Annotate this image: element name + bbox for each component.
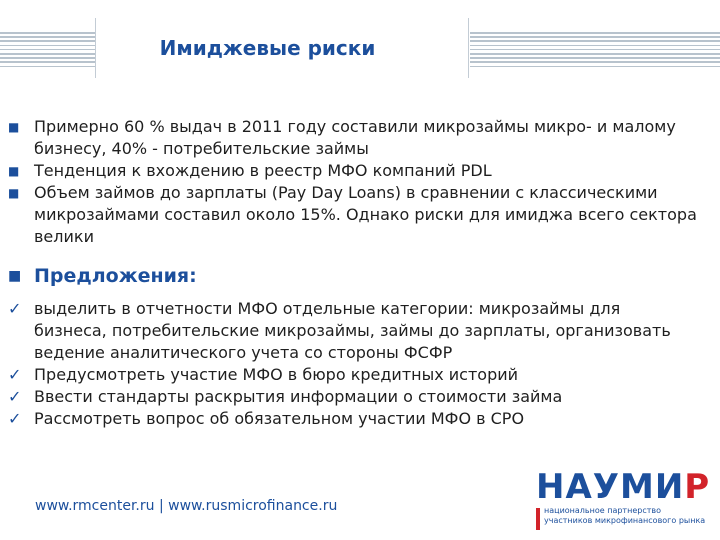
checkmark-icon: ✓	[8, 299, 22, 318]
naumir-logo	[536, 467, 711, 532]
logo-red-bar	[536, 508, 540, 530]
proposal-text: Рассмотреть вопрос об обязательном участии МФО в СРО	[34, 409, 525, 428]
bullet-text: Тенденция к вхождению в реестр МФО компаний PDL	[34, 161, 492, 180]
proposals-heading	[8, 264, 698, 288]
slide-content	[8, 116, 698, 430]
logo-subtitle-line1: национальное партнерство	[544, 506, 661, 515]
slide-title: Имиджевые риски	[159, 36, 376, 60]
proposal-item	[8, 364, 698, 386]
proposal-text: Предусмотреть участие МФО в бюро кредитных историй	[34, 365, 519, 384]
proposal-item	[8, 386, 698, 408]
proposal-item	[8, 298, 698, 364]
proposals-heading-text: Предложения:	[34, 265, 197, 287]
proposal-text: Ввести стандарты раскрытия информации о стоимости займа	[34, 387, 563, 406]
bullet-item	[8, 182, 698, 248]
logo-word-main: НАУМИ	[536, 467, 685, 507]
logo-subtitle-line2: участников микрофинансового рынка	[544, 516, 706, 525]
logo-wordmark	[536, 467, 711, 507]
footer-links[interactable]: www.rmcenter.ru | www.rusmicrofinance.ru	[35, 498, 338, 514]
square-bullet-icon: ■	[8, 120, 20, 134]
checkmark-icon: ✓	[8, 409, 22, 428]
bullet-text: Объем займов до зарплаты (Pay Day Loans) в сравнении с классическими микрозаймами составил около 15%. Однако риски для имиджа всего сектора велики	[34, 183, 697, 246]
proposal-item	[8, 408, 698, 430]
checkmark-icon: ✓	[8, 387, 22, 406]
square-bullet-icon: ■	[8, 186, 20, 200]
logo-word-accent: Р	[684, 467, 711, 507]
bullet-text: Примерно 60 % выдач в 2011 году составили микрозаймы микро- и малому бизнесу, 40% - потребительские займы	[34, 117, 676, 158]
bullet-item	[8, 160, 698, 182]
proposal-text: выделить в отчетности МФО отдельные категории: микрозаймы для бизнеса, потребительские микрозаймы, займы до зарплаты, организовать ведение аналитического учета со стороны ФСФР	[34, 299, 671, 362]
square-bullet-icon: ■	[8, 268, 22, 284]
checkmark-icon: ✓	[8, 365, 22, 384]
square-bullet-icon: ■	[8, 164, 20, 178]
bullet-item	[8, 116, 698, 160]
